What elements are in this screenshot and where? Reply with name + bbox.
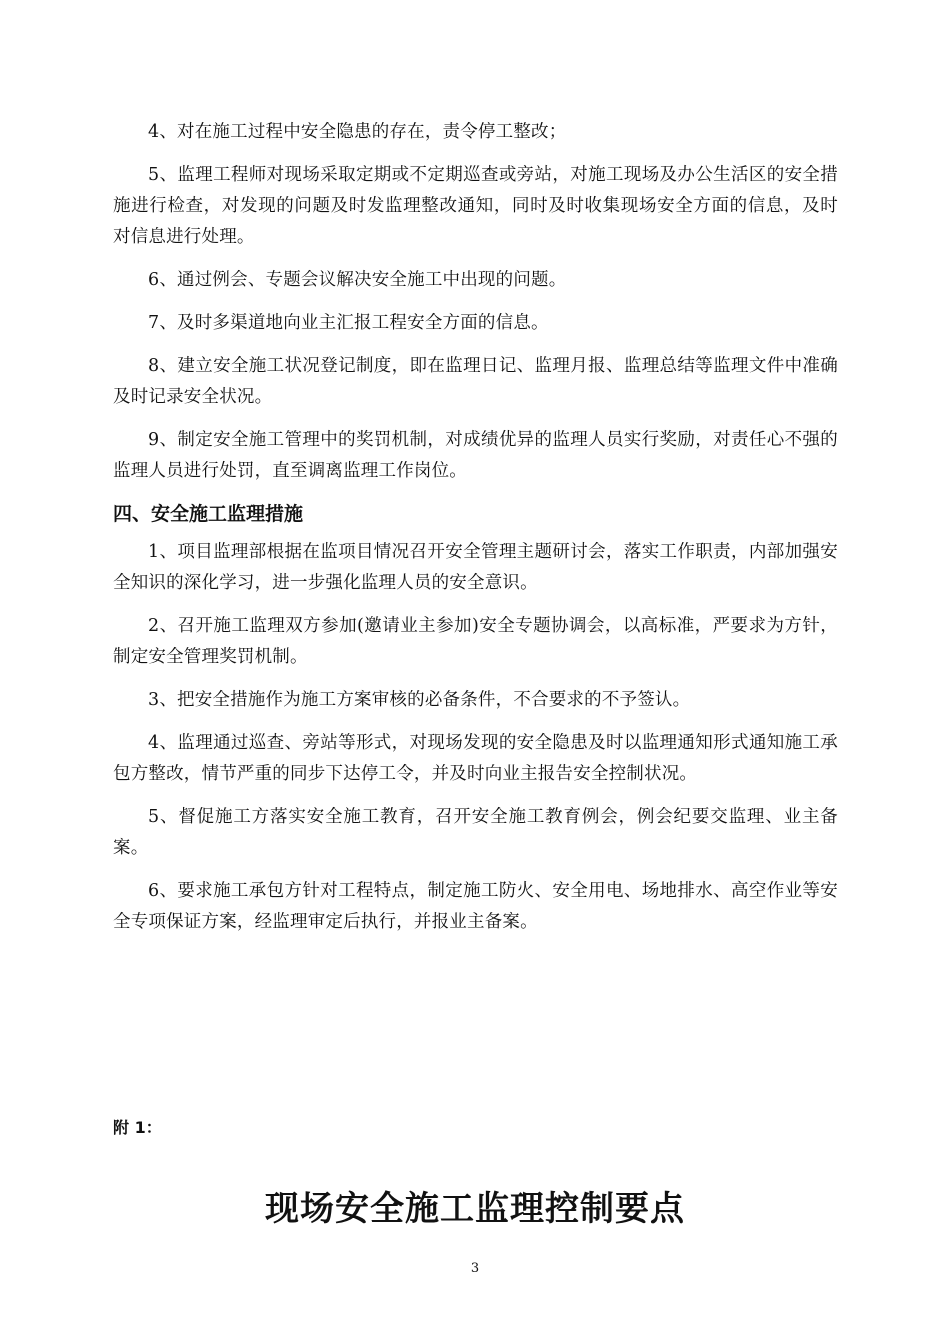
page-number: 3 [470,1261,480,1276]
paragraph-item-6: 6、通过例会、专题会议解决安全施工中出现的问题。 [148,270,567,290]
appendix-title: 现场安全施工监理控制要点 [265,1188,685,1229]
measure-item-1: 1、项目监理部根据在监项目情况召开安全管理主题研讨会，落实工作职责，内部加强安全知识的深化学习，进一步强化监理人员的安全意识。 [113,542,838,593]
measure-item-3: 3、把安全措施作为施工方案审核的必备条件，不合要求的不予签认。 [148,690,691,710]
measure-item-2: 2、召开施工监理双方参加(邀请业主参加)安全专题协调会，以高标准，严要求为方针，制定安全管理奖罚机制。 [113,616,838,667]
measure-item-4: 4、监理通过巡查、旁站等形式，对现场发现的安全隐患及时以监理通知形式通知施工承包方整改，情节严重的同步下达停工令，并及时向业主报告安全控制状况。 [113,733,838,784]
appendix-label: 附 1： [113,1118,162,1137]
paragraph-item-5: 5、监理工程师对现场采取定期或不定期巡查或旁站，对施工现场及办公生活区的安全措施进行检查，对发现的问题及时发监理整改通知，同时及时收集现场安全方面的信息，及时对信息进行处理。 [113,165,838,247]
paragraph-item-7: 7、及时多渠道地向业主汇报工程安全方面的信息。 [148,313,549,333]
paragraph-item-8: 8、建立安全施工状况登记制度，即在监理日记、监理月报、监理总结等监理文件中准确及时记录安全状况。 [113,356,838,407]
paragraph-item-9: 9、制定安全施工管理中的奖罚机制，对成绩优异的监理人员实行奖励，对责任心不强的监理人员进行处罚，直至调离监理工作岗位。 [113,430,838,481]
measure-item-5: 5、督促施工方落实安全施工教育，召开安全施工教育例会，例会纪要交监理、业主备案。 [113,807,838,858]
section-heading: 四、安全施工监理措施 [113,503,304,525]
body-content [113,117,838,950]
paragraph-item-4: 4、对在施工过程中安全隐患的存在，责令停工整改； [148,122,567,142]
measure-item-6: 6、要求施工承包方针对工程特点，制定施工防火、安全用电、场地排水、高空作业等安全专项保证方案，经监理审定后执行，并报业主备案。 [113,881,838,932]
